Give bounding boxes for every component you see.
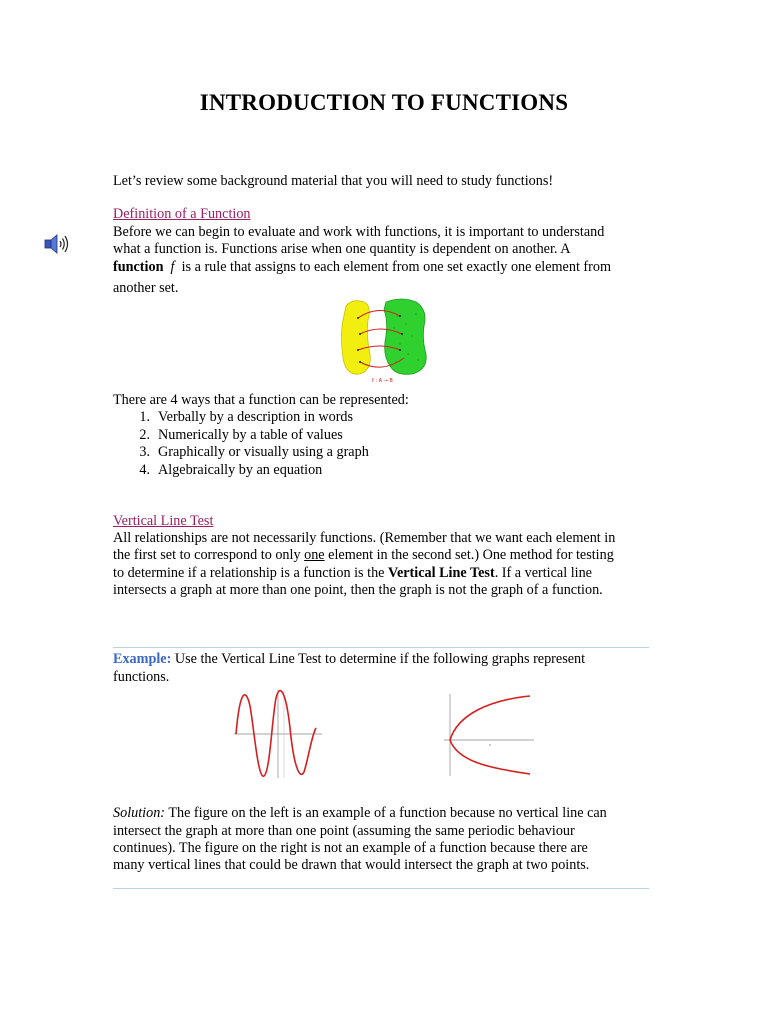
page-title: INTRODUCTION TO FUNCTIONS [199, 90, 569, 115]
sine-curve [236, 691, 316, 777]
parabola-graph [440, 692, 536, 778]
list-item-number: 1. [139, 409, 150, 425]
solution-line-2: intersect the graph at more than one point (assuming the same periodic behaviour [113, 823, 575, 839]
divider-bottom [113, 888, 649, 889]
sine-graph [232, 688, 324, 780]
ways-list [113, 409, 369, 479]
function-term: function [113, 259, 164, 275]
vlt-line-2-b: element in the second set.) One method for testing [324, 547, 614, 563]
definition-line-1: Before we can begin to evaluate and work with functions, it is important to understand [113, 224, 605, 240]
example-line-2: functions. [113, 669, 170, 685]
diagram-caption: f : A → B [372, 378, 393, 384]
list-item [113, 462, 369, 480]
solution-line-3: continues). The figure on the right is not an example of a function because there are [113, 840, 588, 856]
vlt-line-2-a: the first set to correspond to only [113, 547, 305, 563]
vlt-line-3-a: to determine if a relationship is a function is the [113, 565, 389, 581]
definition-line-4: another set. [113, 280, 179, 296]
parabola-curve [450, 696, 530, 774]
list-item-text: Algebraically by an equation [158, 461, 323, 478]
example-text: Use the Vertical Line Test to determine if the following graphs represent [171, 651, 586, 667]
list-item-text: Verbally by a description in words [158, 409, 354, 425]
vlt-line-1: All relationships are not necessarily functions. (Remember that we want each element in [113, 530, 616, 546]
speaker-icon[interactable] [44, 234, 70, 254]
vlt-line-2 [113, 547, 653, 565]
solution-label: Solution: [113, 805, 166, 821]
vlt-one-underlined: one [304, 547, 325, 563]
list-item [113, 427, 369, 445]
definition-line-3-rest: is a rule that assigns to each element from one set exactly one element from [178, 259, 612, 275]
vlt-heading: Vertical Line Test [113, 513, 214, 529]
intro-text: Let’s review some background material that you will need to study functions! [113, 173, 554, 189]
example-label: Example: [113, 651, 172, 667]
solution-line-1 [113, 805, 653, 823]
function-symbol: f [170, 259, 175, 275]
list-item [113, 409, 369, 427]
divider-top [113, 647, 649, 648]
definition-heading: Definition of a Function [113, 206, 251, 222]
solution-line-4: many vertical lines that could be drawn that would intersect the graph at two points. [113, 857, 590, 873]
definition-line-3 [113, 259, 653, 277]
definition-line-2: what a function is. Functions arise when one quantity is dependent on another. A [113, 241, 571, 257]
list-item-text: Numerically by a table of values [158, 426, 343, 443]
solution-text-1: The figure on the left is an example of a function because no vertical line can [165, 805, 607, 821]
list-item-number: 3. [139, 444, 150, 460]
list-item-number: 4. [139, 461, 150, 478]
set-b-shape [384, 299, 426, 374]
list-item-text: Graphically or visually using a graph [158, 444, 369, 460]
example-line-1 [113, 651, 653, 669]
vlt-line-4: intersects a graph at more than one point, then the graph is not the graph of a function. [113, 582, 603, 598]
list-item-number: 2. [139, 426, 150, 443]
vlt-term: Vertical Line Test [388, 565, 495, 581]
function-mapping-diagram [338, 296, 430, 384]
set-a-shape [342, 301, 371, 375]
vlt-line-3 [113, 565, 653, 583]
list-item [113, 444, 369, 462]
vlt-line-3-b: . If a vertical line [494, 565, 592, 581]
ways-intro: There are 4 ways that a function can be represented: [113, 392, 409, 408]
